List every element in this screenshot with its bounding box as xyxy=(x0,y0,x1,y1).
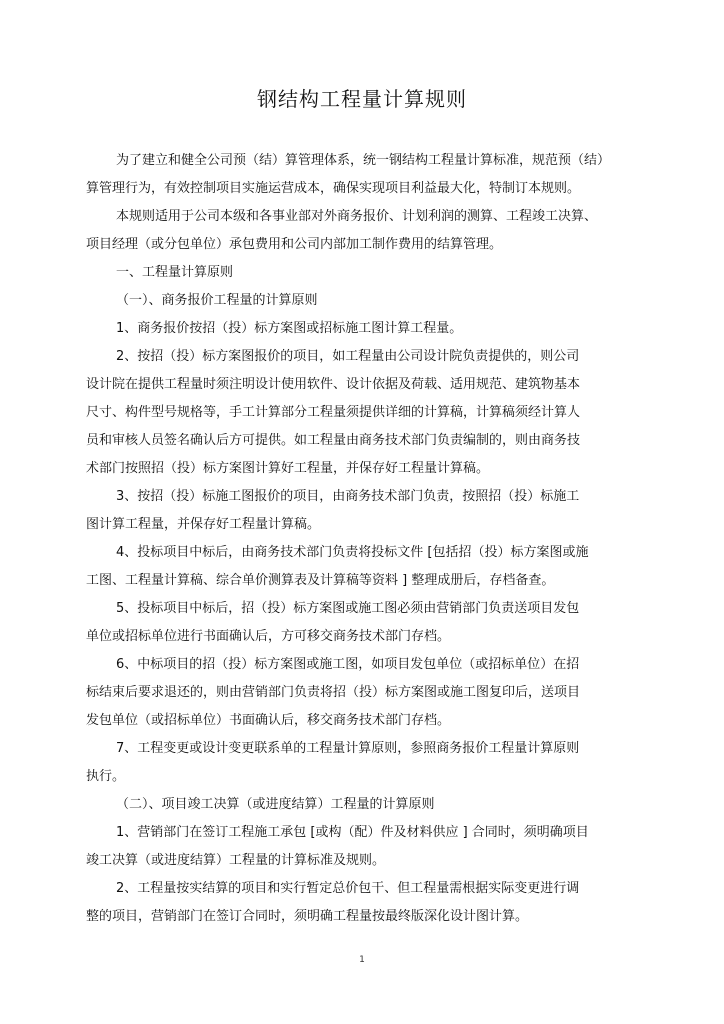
paragraph-line: 竣工决算（或进度结算）工程量的计算标准及规则。 xyxy=(86,853,386,868)
paragraph-line: 7、工程变更或设计变更联系单的工程量计算原则，参照商务报价工程量计算原则 xyxy=(116,741,580,756)
paragraph-line: 6、中标项目的招（投）标方案图或施工图，如项目发包单位（或招标单位）在招 xyxy=(116,657,580,672)
paragraph-line: 整的项目，营销部门在签订合同时，须明确工程量按最终版深化设计图计算。 xyxy=(86,909,529,924)
paragraph-line: 项目经理（或分包单位）承包费用和公司内部加工制作费用的结算管理。 xyxy=(86,237,503,252)
paragraph-line: 3、按招（投）标施工图报价的项目，由商务技术部门负责，按照招（投）标施工 xyxy=(116,489,580,504)
document-title: 钢结构工程量计算规则 xyxy=(257,87,467,111)
paragraph-line: 设计院在提供工程量时须注明设计使用软件、设计依据及荷载、适用规范、建筑物基本 xyxy=(86,377,581,392)
paragraph-line: 发包单位（或招标单位）书面确认后，移交商务技术部门存档。 xyxy=(86,713,451,728)
paragraph-line: 尺寸、构件型号规格等，手工计算部分工程量须提供详细的计算稿，计算稿须经计算人 xyxy=(86,405,581,420)
subsection-heading: （二）、项目竣工决算（或进度结算）工程量的计算原则 xyxy=(116,797,435,812)
paragraph-line: 算管理行为，有效控制项目实施运营成本，确保实现项目利益最大化，特制订本规则。 xyxy=(86,181,581,196)
paragraph-line: 工图、工程量计算稿、综合单价测算表及计算稿等资料 ] 整理成册后，存档备查。 xyxy=(86,573,555,588)
paragraph-line: 5、投标项目中标后，招（投）标方案图或施工图必须由营销部门负责送项目发包 xyxy=(116,601,580,616)
paragraph-line: 标结束后要求退还的，则由营销部门负责将招（投）标方案图或施工图复印后，送项目 xyxy=(86,685,581,700)
paragraph-line: 1、商务报价按招（投）标方案图或招标施工图计算工程量。 xyxy=(116,321,463,336)
paragraph-line: 1、营销部门在签订工程施工承包 [或构（配）件及材料供应 ] 合同时，须明确项目 xyxy=(116,825,589,840)
paragraph-line: 执行。 xyxy=(86,769,126,784)
paragraph-line: 4、投标项目中标后，由商务技术部门负责将投标文件 [包括招（投）标方案图或施 xyxy=(116,545,589,560)
subsection-heading: （一）、商务报价工程量的计算原则 xyxy=(116,293,318,308)
paragraph-line: 2、按招（投）标方案图报价的项目，如工程量由公司设计院负责提供的，则公司 xyxy=(116,349,580,364)
paragraph-line: 为了建立和健全公司预（结）算管理体系，统一钢结构工程量计算标准，规范预（结） xyxy=(116,153,611,168)
page-number: 1 xyxy=(359,955,365,965)
paragraph-line: 本规则适用于公司本级和各事业部对外商务报价、计划利润的测算、工程竣工决算、 xyxy=(116,209,598,224)
paragraph-line: 2、工程量按实结算的项目和实行暂定总价包干、但工程量需根据实际变更进行调 xyxy=(116,881,580,896)
paragraph-line: 单位或招标单位进行书面确认后，方可移交商务技术部门存档。 xyxy=(86,629,451,644)
paragraph-line: 图计算工程量，并保存好工程量计算稿。 xyxy=(86,517,321,532)
section-heading: 一、工程量计算原则 xyxy=(116,265,234,280)
paragraph-line: 员和审核人员签名确认后方可提供。如工程量由商务技术部门负责编制的，则由商务技 xyxy=(86,433,581,448)
paragraph-line: 术部门按照招（投）标方案图计算好工程量，并保存好工程量计算稿。 xyxy=(86,461,490,476)
